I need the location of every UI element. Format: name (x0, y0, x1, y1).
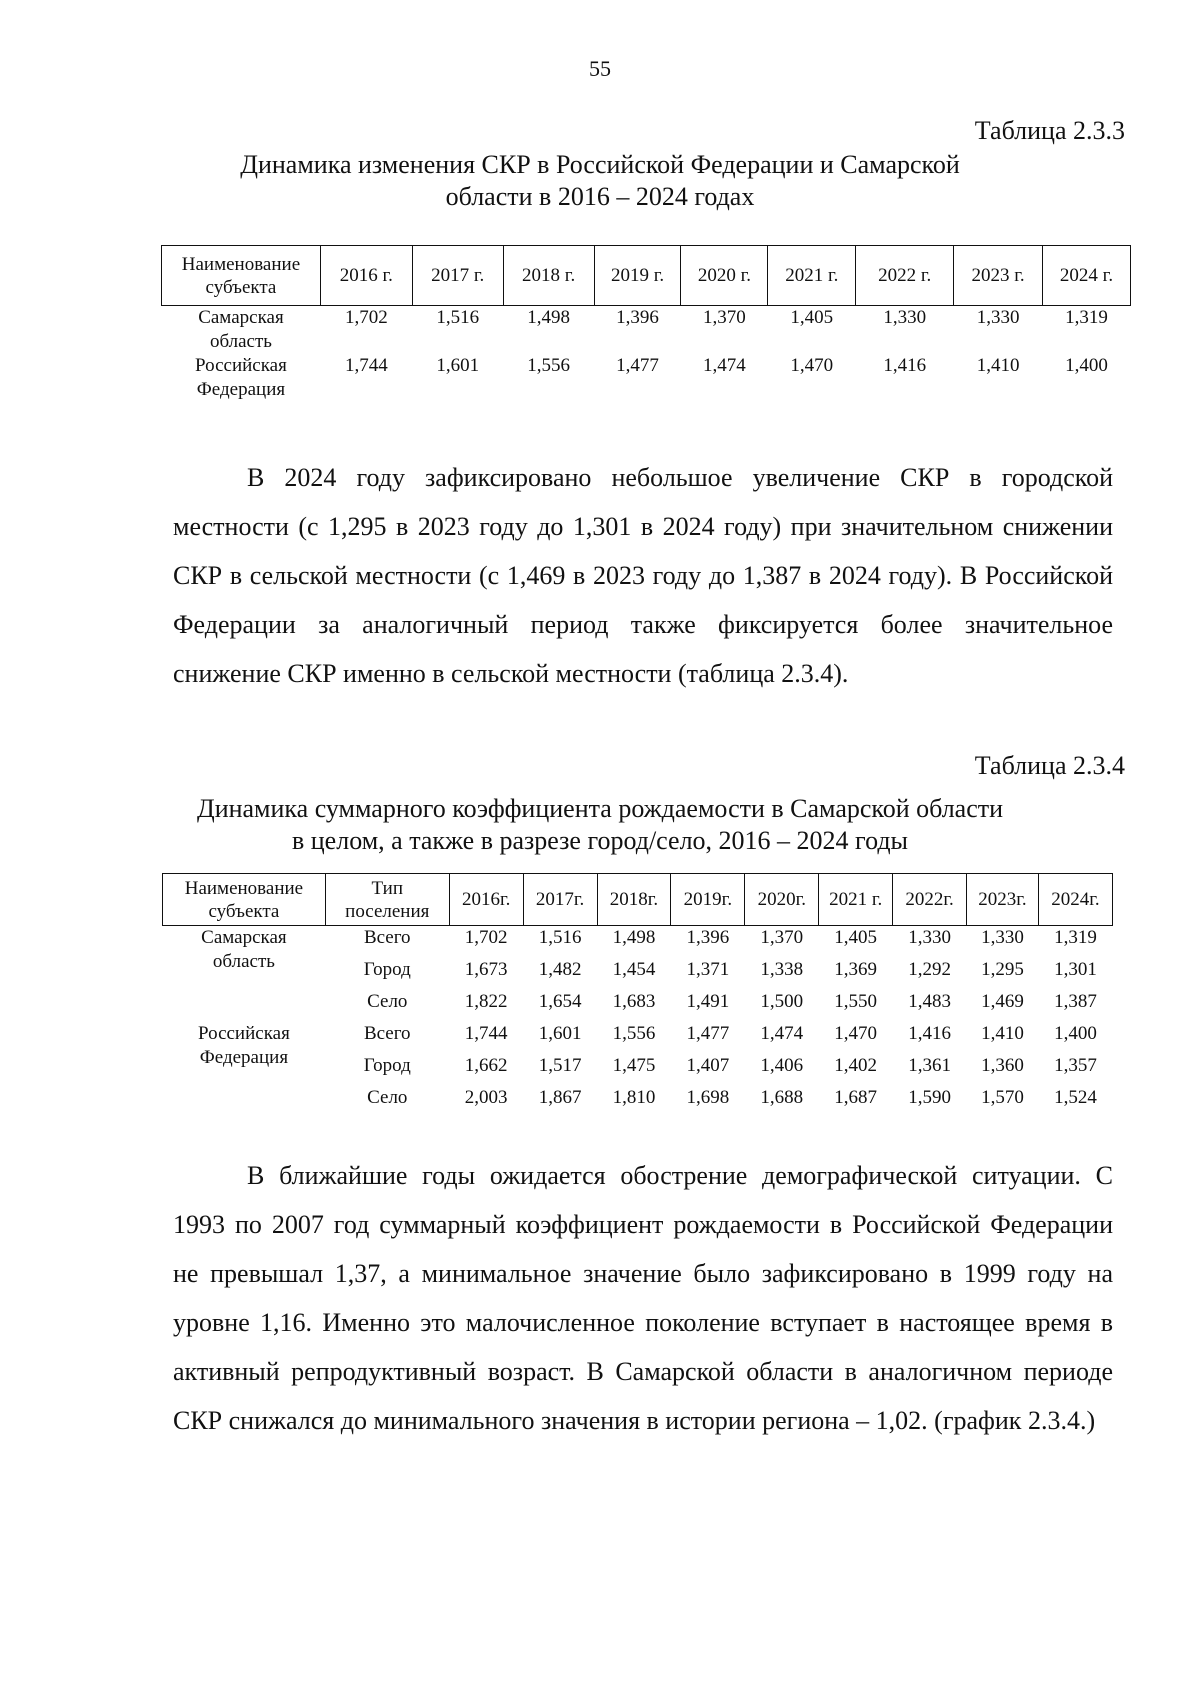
table-2-cell: 1,416 (908, 1022, 951, 1044)
paragraph-1-text: В 2024 году зафиксировано небольшое увеличение СКР в городской местности (с 1,295 в 2023 году до 1,301 в 2024 году) при значительном снижении СКР в сельской местности (с 1,469 в 2023 году до 1,387 в 2024 году). В Российской Федерации за аналогичный период также фиксируется более значительное снижение СКР именно в сельской местности (таблица 2.3.4). (173, 463, 1113, 688)
table-2-cell: 1,361 (908, 1054, 951, 1076)
table-2-cell: 1,292 (908, 958, 951, 980)
table-2-cell: 1,673 (464, 958, 508, 980)
table-2-cell: 1,698 (686, 1086, 730, 1108)
table-2-cell: 1,491 (686, 990, 730, 1012)
table-2-cell: 1,590 (908, 1086, 951, 1108)
table-2-cell: 1,369 (834, 958, 878, 980)
table-2-cell: 1,498 (612, 927, 656, 948)
table-2-cell: 1,470 (834, 1022, 878, 1044)
table-1-cell: 1,330 (976, 307, 1020, 328)
table-2-row-type: Село (367, 990, 408, 1012)
table-1-cell: 1,498 (527, 307, 570, 328)
table-1-cell: 1,330 (883, 307, 927, 328)
table-2-header-year: 2017г. (523, 874, 597, 926)
table-2-cell: 1,550 (834, 990, 878, 1012)
table-2-header-year: 2024г. (1038, 874, 1112, 926)
table-1-cell: 1,400 (1065, 355, 1108, 376)
table-2-cell: 1,744 (464, 1022, 508, 1044)
table-2-cell: 1,477 (686, 1022, 730, 1044)
paragraph-2-text: В ближайшие годы ожидается обострение демографической ситуации. С 1993 по 2007 год суммарный коэффициент рождаемости в Российской Федерации не превышал 1,37, а минимальное значение было зафиксировано в 1999 году на уровне 1,16. Именно это малочисленное поколение вступает в настоящее время в активный репродуктивный возраст. В Самарской области в аналогичном периоде СКР снижался до минимального значения в истории региона – 1,02. (график 2.3.4.) (173, 1161, 1113, 1435)
table-1-header-year: 2019 г. (594, 246, 681, 306)
row-name-l2: область (212, 951, 275, 972)
table-2-label: Таблица 2.3.4 (974, 751, 1125, 780)
table-1-header-subject-l1: Наименование (181, 253, 301, 275)
table-2-row-type: Всего (363, 1022, 411, 1044)
table-2-cell: 1,517 (538, 1054, 582, 1076)
table-1-cell: 1,410 (976, 355, 1020, 376)
table-1-cell: 1,601 (436, 355, 480, 376)
table-2-cell: 1,524 (1054, 1086, 1097, 1108)
table-1-header-year: 2017 г. (412, 246, 503, 306)
table-2-header-year: 2021 г. (819, 874, 893, 926)
row-name-l1: Российская (198, 1022, 290, 1044)
table-2-row-type: Город (363, 958, 411, 980)
table-1-header-year: 2018 г. (503, 246, 594, 306)
table-1-cell: 1,702 (344, 307, 388, 328)
table-2-cell: 2,003 (464, 1086, 508, 1108)
table-2-cell: 1,500 (760, 990, 804, 1012)
table-2-cell: 1,516 (538, 927, 582, 948)
table-1-header-year: 2024 г. (1043, 246, 1131, 306)
table-2-row-type: Всего (363, 927, 411, 948)
table-2-cell: 1,330 (981, 927, 1024, 948)
table-2-cell: 1,357 (1054, 1054, 1097, 1076)
table-1-row-name (162, 354, 321, 402)
table-2-row-name (163, 1022, 326, 1118)
table-1-cell: 1,477 (616, 355, 659, 376)
page-number: 55 (589, 56, 611, 81)
table-2-cell: 1,402 (834, 1054, 878, 1076)
table-2-cell: 1,483 (908, 990, 951, 1012)
table-2-cell: 1,822 (464, 990, 508, 1012)
table-2-cell: 1,410 (981, 1022, 1024, 1044)
table-2-cell: 1,654 (538, 990, 582, 1012)
table-2-row-name (163, 926, 326, 1022)
table-2-header-subject-l1: Наименование (184, 877, 304, 899)
table-2-header-year: 2019г. (671, 874, 745, 926)
table-2-cell: 1,407 (686, 1054, 730, 1076)
table-1-row-name (162, 306, 321, 355)
table-1-header-row (162, 246, 1131, 306)
table-2-title (0, 793, 1200, 857)
table-2-cell: 1,330 (908, 927, 951, 948)
table-2-header-year: 2018г. (597, 874, 671, 926)
table-1-header-year: 2022 г. (856, 246, 954, 306)
table-2-cell: 1,387 (1054, 990, 1097, 1012)
table-1-cell: 1,470 (790, 355, 834, 376)
table-row (163, 1022, 1113, 1054)
row-name-l1: Российская (195, 355, 287, 376)
table-2-row-type: Город (363, 1054, 411, 1076)
table-1-title-line-2: области в 2016 – 2024 годах (445, 182, 755, 211)
table-2-cell: 1,867 (538, 1086, 582, 1108)
table-2-header-subject (163, 874, 326, 926)
table-2-header-year: 2022г. (893, 874, 967, 926)
table-1-cell: 1,556 (527, 355, 570, 376)
table-1-header-year: 2016 г. (320, 246, 412, 306)
table-1-header-year: 2021 г. (768, 246, 856, 306)
table-2-title-line-1: Динамика суммарного коэффициента рождаемости в Самарской области (196, 794, 1004, 823)
table-1-cell: 1,370 (703, 307, 746, 328)
table-row (162, 306, 1131, 355)
table-2-row-type: Село (367, 1086, 408, 1108)
table-1-cell: 1,474 (703, 355, 746, 376)
table-2-cell: 1,319 (1054, 927, 1097, 948)
table-2-cell: 1,662 (464, 1054, 508, 1076)
table-2-header-type-l1: Тип (371, 877, 403, 899)
table-2-cell: 1,702 (464, 927, 508, 948)
table-2-cell: 1,371 (686, 958, 730, 980)
table-2-header-year: 2016г. (449, 874, 523, 926)
table-2-cell: 1,406 (760, 1054, 804, 1076)
table-2-cell: 1,360 (981, 1054, 1024, 1076)
table-2-header-type (325, 874, 449, 926)
table-2-cell: 1,482 (538, 958, 582, 980)
table-2-3-3 (161, 245, 1131, 402)
table-2-header-year: 2023г. (967, 874, 1039, 926)
table-1-cell: 1,396 (616, 307, 659, 328)
table-2-cell: 1,405 (834, 927, 878, 948)
table-1-header-subject-l2: субъекта (205, 276, 277, 298)
row-name-l1: Самарская (201, 927, 287, 948)
table-2-header-subject-l2: субъекта (208, 900, 280, 922)
table-2-cell: 1,301 (1054, 958, 1097, 980)
table-1-cell: 1,319 (1065, 307, 1108, 328)
table-1-title (0, 149, 1200, 213)
table-2-cell: 1,683 (612, 990, 656, 1012)
row-name-l2: Федерация (199, 1046, 289, 1068)
table-row (163, 926, 1113, 958)
table-1-label: Таблица 2.3.3 (974, 116, 1125, 145)
table-2-cell: 1,601 (538, 1022, 582, 1044)
table-1-cell: 1,516 (436, 307, 480, 328)
table-2-3-4 (162, 873, 1113, 1118)
table-2-cell: 1,475 (612, 1054, 656, 1076)
table-2-cell: 1,454 (612, 958, 656, 980)
table-1-cell: 1,744 (344, 355, 388, 376)
table-2-header-row (163, 874, 1113, 926)
paragraph-2 (173, 1151, 1113, 1445)
table-2-cell: 1,469 (981, 990, 1024, 1012)
table-row (162, 354, 1131, 402)
table-1-cell: 1,405 (790, 307, 834, 328)
table-2-cell: 1,370 (760, 927, 804, 948)
row-name-l1: Самарская (198, 307, 284, 328)
table-2-title-line-2: в целом, а также в разрезе город/село, 2016 – 2024 годы (291, 826, 909, 855)
table-2-cell: 1,810 (612, 1086, 656, 1108)
table-2-cell: 1,295 (981, 958, 1024, 980)
table-2-cell: 1,570 (981, 1086, 1024, 1108)
table-2-cell: 1,400 (1054, 1022, 1097, 1044)
table-2-cell: 1,396 (686, 927, 730, 948)
table-2-header-year: 2020г. (745, 874, 819, 926)
table-2-cell: 1,556 (612, 1022, 656, 1044)
table-1-cell: 1,416 (883, 355, 927, 376)
table-2-cell: 1,474 (760, 1022, 804, 1044)
table-2-cell: 1,338 (760, 958, 804, 980)
paragraph-1 (173, 453, 1113, 698)
table-2-cell: 1,687 (834, 1086, 878, 1108)
table-1-header-year: 2020 г. (681, 246, 768, 306)
table-2-header-type-l2: поселения (345, 900, 430, 922)
table-1-header-subject (162, 246, 321, 306)
table-1-title-line-1: Динамика изменения СКР в Российской Федерации и Самарской (240, 150, 960, 179)
row-name-l2: область (209, 331, 272, 352)
row-name-l2: Федерация (196, 379, 286, 400)
table-2-cell: 1,688 (760, 1086, 804, 1108)
table-1-header-year: 2023 г. (954, 246, 1043, 306)
